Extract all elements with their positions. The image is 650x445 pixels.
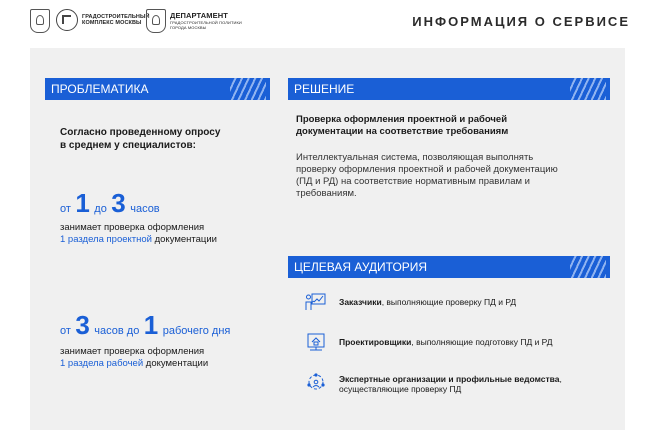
department-line1: ДЕПАРТАМЕНТ: [170, 11, 228, 20]
solution-subtitle-line2: документации на соответствие требованиям: [296, 126, 509, 137]
gradcomplex-logo-icon: [56, 9, 78, 31]
stat1-desc-line1: занимает проверка оформления: [60, 222, 205, 233]
department-crest-icon: [146, 9, 166, 33]
header-stripes-decoration: [570, 256, 606, 278]
stat2-headline: [60, 310, 230, 341]
audience-item-customers-bold: Заказчики: [339, 297, 382, 307]
stat1-headline: [60, 188, 160, 219]
solution-body: [296, 152, 558, 200]
audience-heading: ЦЕЛЕВАЯ АУДИТОРИЯ: [294, 260, 428, 274]
stat1-desc-a: 1 раздела: [60, 234, 104, 245]
stat2-word3: рабочего дня: [162, 325, 231, 337]
solution-body-line2: проверку оформления проектной и рабочей документацию: [296, 164, 558, 175]
header-stripes-decoration: [230, 78, 266, 100]
stat2-desc-a: 1 раздела: [60, 358, 104, 369]
gradcomplex-logo: [56, 9, 150, 31]
audience-item-experts: [305, 372, 562, 394]
stat1-desc-b: проектной: [106, 234, 152, 245]
problem-intro-line2: в среднем у специалистов:: [60, 140, 196, 151]
solution-heading: РЕШЕНИЕ: [294, 82, 355, 96]
stat2-desc-c: документации: [145, 358, 209, 369]
solution-subtitle: [296, 114, 508, 138]
solution-body-line1: Интеллектуальная система, позволяющая выполнять: [296, 152, 534, 163]
problem-intro: [60, 126, 220, 152]
stat1-word3: часов: [130, 203, 160, 215]
solution-header: [288, 78, 610, 100]
gradcomplex-line2: КОМПЛЕКС МОСКВЫ: [82, 20, 142, 26]
audience-item-designers-rest: , выполняющие подготовку ПД и РД: [411, 337, 553, 347]
department-line3: ГОРОДА МОСКВЫ: [170, 25, 207, 30]
stat2-desc-line1: занимает проверка оформления: [60, 346, 205, 357]
stat2-number1: 3: [75, 310, 90, 340]
stat2-description: [60, 346, 208, 370]
problem-header: [45, 78, 270, 100]
stat2-number2: 1: [143, 310, 159, 340]
audience-item-experts-line2: осуществляющие проверку ПД: [339, 384, 462, 394]
page-title: ИНФОРМАЦИЯ О СЕРВИСЕ: [412, 14, 630, 29]
moscow-crest-logo: [30, 9, 50, 33]
stat1-word2: до: [94, 203, 107, 215]
solution-subtitle-line1: Проверка оформления проектной и рабочей: [296, 114, 508, 125]
department-logo: [146, 9, 242, 33]
stat1-desc-c: документации: [154, 234, 217, 245]
stat2-word1: от: [60, 325, 71, 337]
stat1-word1: от: [60, 203, 71, 215]
problem-heading: ПРОБЛЕМАТИКА: [51, 82, 149, 96]
solution-body-line4: требованиям.: [296, 188, 357, 199]
stat1-number2: 3: [111, 188, 126, 218]
audience-item-experts-bold: Экспертные организации и профильные ведомства: [339, 374, 560, 384]
department-line2: ГРАДОСТРОИТЕЛЬНОЙ ПОЛИТИКИ: [170, 20, 242, 25]
gradcomplex-line1: ГРАДОСТРОИТЕЛЬНЫЙ: [82, 14, 150, 20]
moscow-crest-icon: [30, 9, 50, 33]
stat1-description: [60, 222, 217, 246]
audience-item-customers: [305, 292, 516, 312]
header-stripes-decoration: [570, 78, 606, 100]
stat1-number1: 1: [75, 188, 90, 218]
audience-item-experts-rest: ,: [559, 374, 562, 384]
stat2-word2: часов до: [94, 325, 140, 337]
presentation-icon: [305, 292, 327, 312]
audience-item-designers-bold: Проектировщики: [339, 337, 412, 347]
top-bar: [0, 0, 650, 45]
audience-header: [288, 256, 610, 278]
audience-item-customers-rest: , выполняющие проверку ПД и РД: [381, 297, 517, 307]
stat2-desc-b: рабочей: [106, 358, 144, 369]
audience-item-designers: [305, 332, 553, 352]
problem-intro-line1: Согласно проведенному опросу: [60, 127, 221, 138]
blueprint-house-icon: [305, 332, 327, 352]
organization-network-icon: [305, 372, 327, 392]
solution-body-line3: (ПД и РД) на соответствие нормативным правилам и: [296, 176, 530, 187]
